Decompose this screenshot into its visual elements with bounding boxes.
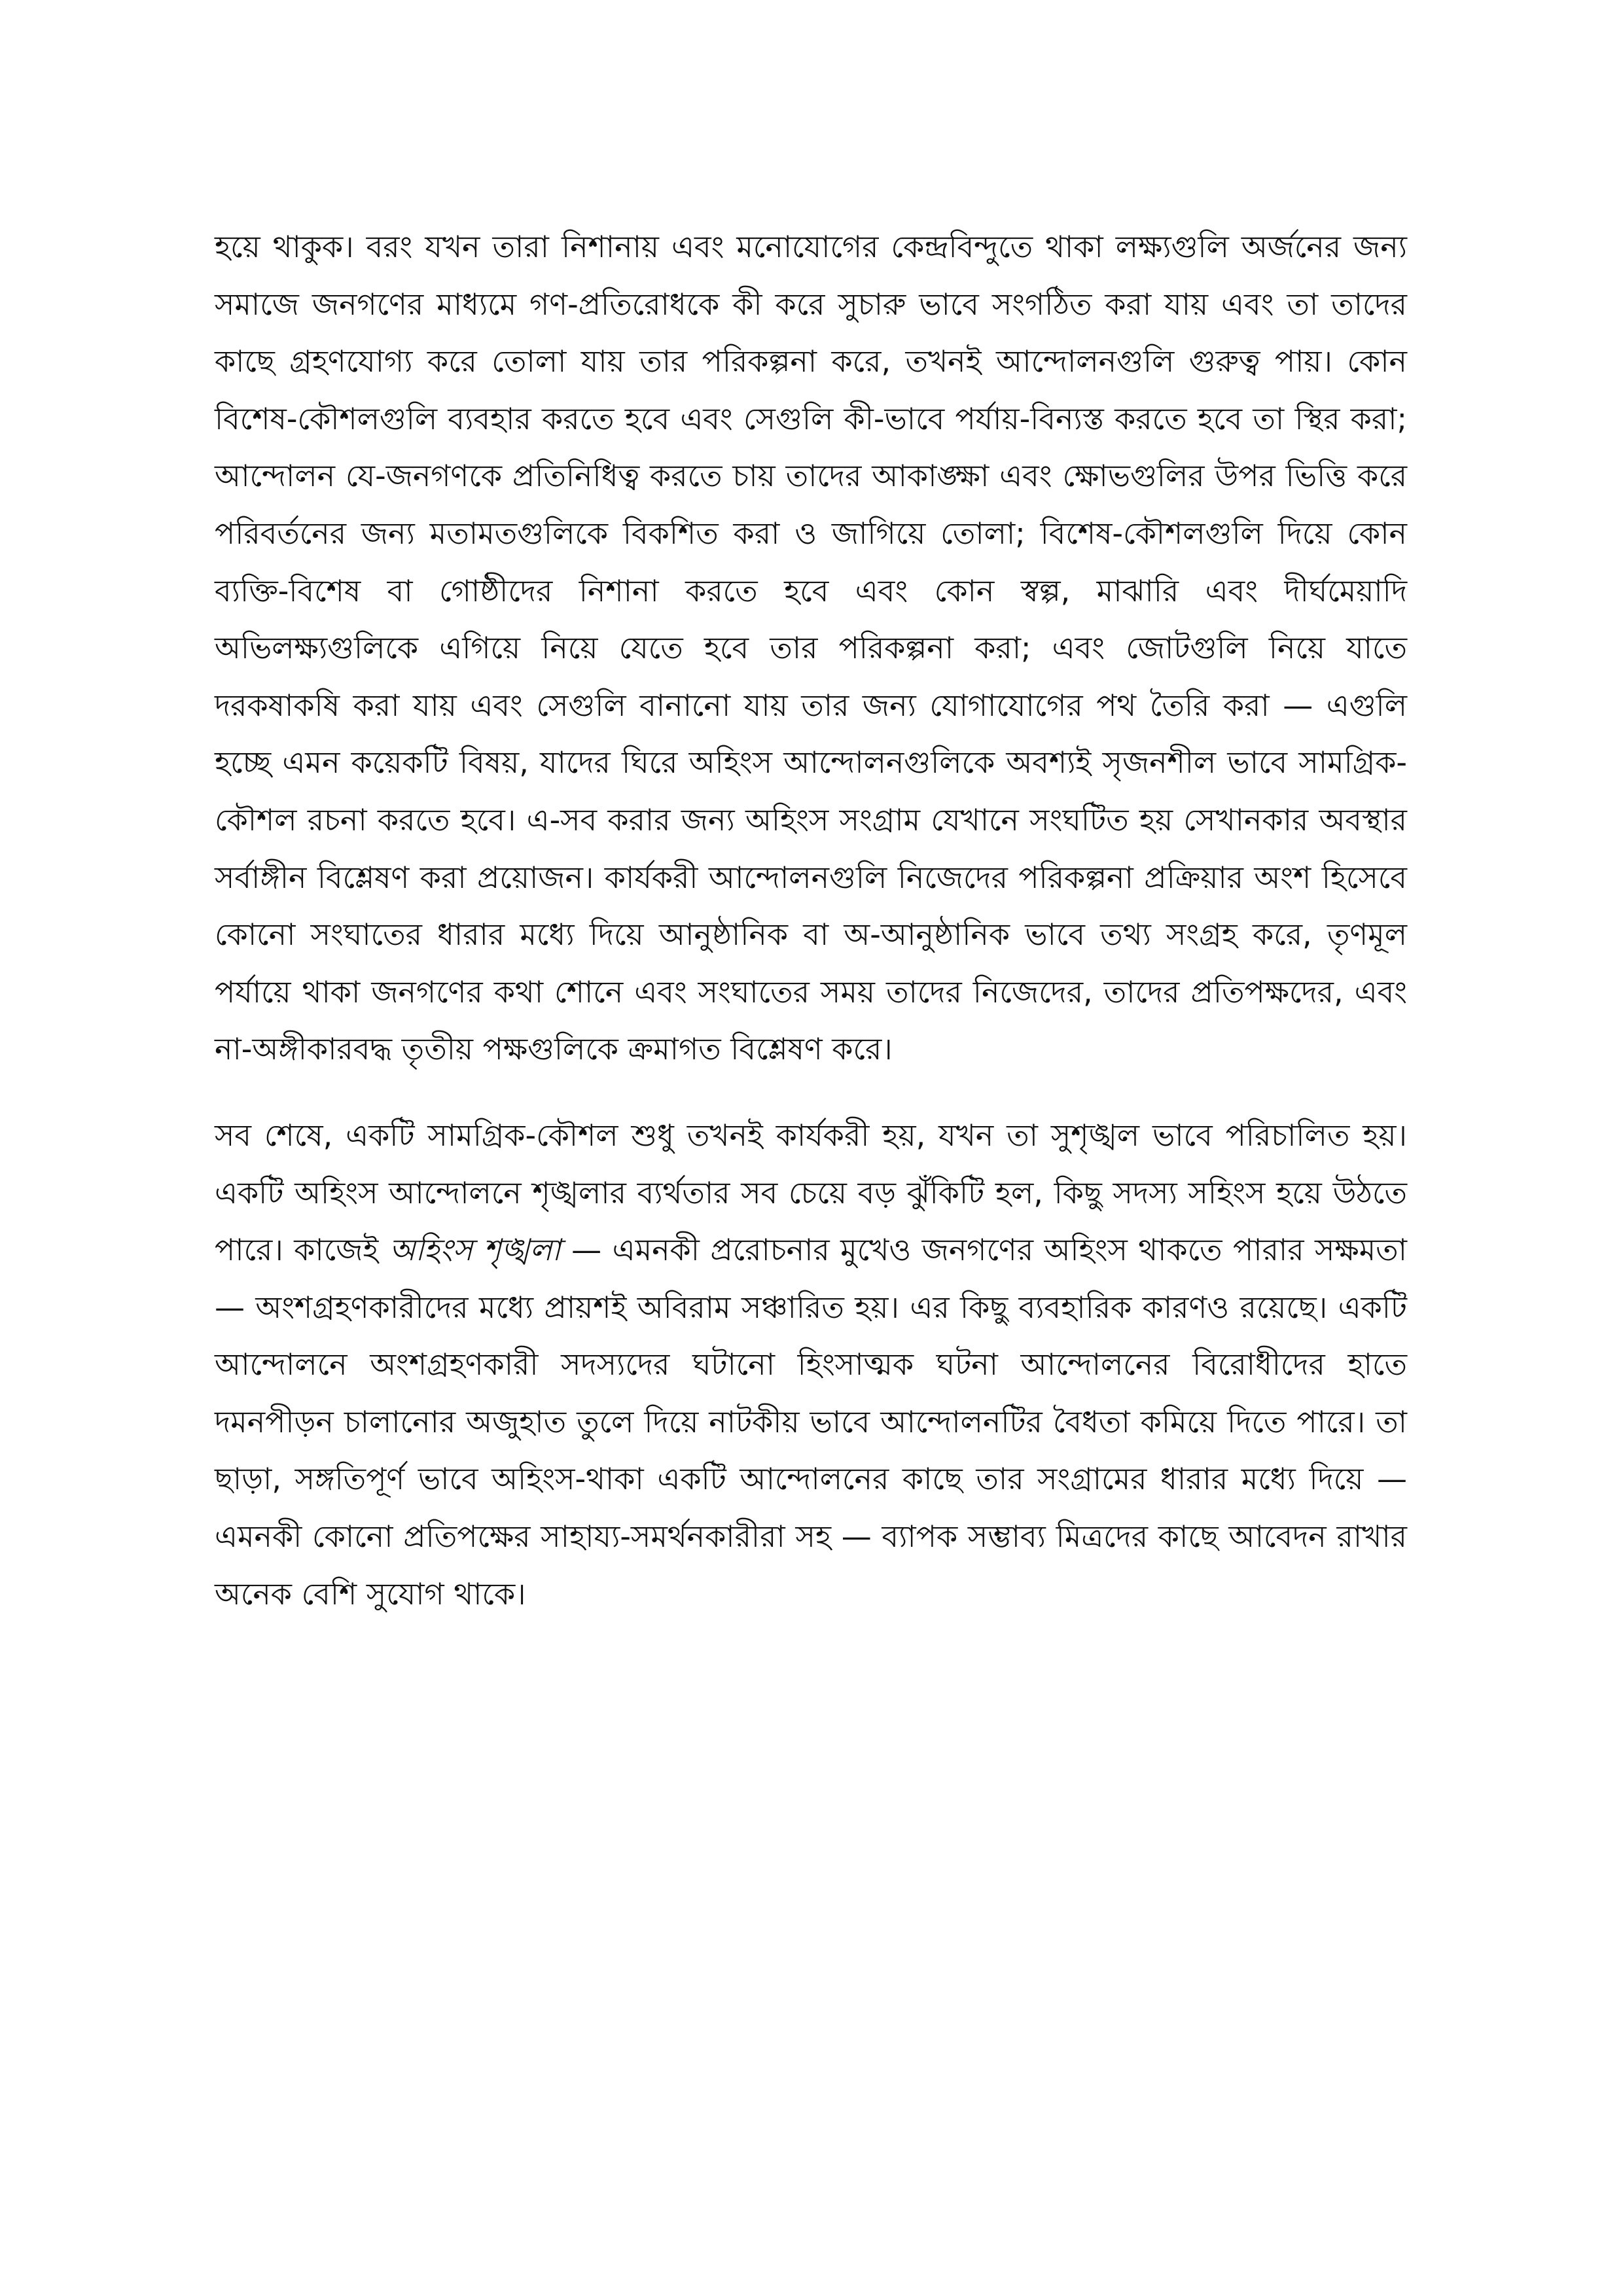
emphasized-term: অহিংস শৃঙ্খলা (389, 1232, 561, 1268)
paragraph-text: সব শেষে, একটি সামগ্রিক-কৌশল শুধু তখনই কার্যকরী হয়, যখন তা সুশৃঙ্খল ভাবে পরিচালিত হয়। একটি অহিংস আন্দোলনে শৃঙ্খলার ব্যর্থতার সব চেয়ে বড় ঝুঁকিটি হল, কিছু সদস্য সহিংস হয়ে উঠতে পারে। কাজেই (215, 1117, 1407, 1268)
body-paragraph (215, 1107, 1407, 1623)
paragraph-text: — এমনকী প্ররোচনার মুখেও জনগণের অহিংস থাকতে পারার সক্ষমতা — অংশগ্রহণকারীদের মধ্যে প্রায়শই অবিরাম সঞ্চারিত হয়। এর কিছু ব্যবহারিক কারণও রয়েছে। একটি আন্দোলনে অংশগ্রহণকারী সদস্যদের ঘটানো হিংসাত্মক ঘটনা আন্দোলনের বিরোধীদের হাতে দমনপীড়ন চালানোর অজুহাত তুলে দিয়ে নাটকীয় ভাবে আন্দোলনটির বৈধতা কমিয়ে দিতে পারে। তা ছাড়া, সঙ্গতিপূর্ণ ভাবে অহিংস-থাকা একটি আন্দোলনের কাছে তার সংগ্রামের ধারার মধ্যে দিয়ে — এমনকী কোনো প্রতিপক্ষের সাহায্য-সমর্থনকারীরা সহ — ব্যাপক সম্ভাব্য মিত্রদের কাছে আবেদন রাখার অনেক বেশি সুযোগ থাকে। (215, 1232, 1407, 1612)
paragraph-text: হয়ে থাকুক। বরং যখন তারা নিশানায় এবং মনোযোগের কেন্দ্রবিন্দুতে থাকা লক্ষ্যগুলি অর্জনের জন্য সমাজে জনগণের মাধ্যমে গণ-প্রতিরোধকে কী করে সুচারু ভাবে সংগঠিত করা যায় এবং তা তাদের কাছে গ্রহণযোগ্য করে তোলা যায় তার পরিকল্পনা করে, তখনই আন্দোলনগুলি গুরুত্ব পায়। কোন বিশেষ-কৌশলগুলি ব্যবহার করতে হবে এবং সেগুলি কী-ভাবে পর্যায়-বিন্যস্ত করতে হবে তা স্থির করা; আন্দোলন যে-জনগণকে প্রতিনিধিত্ব করতে চায় তাদের আকাঙ্ক্ষা এবং ক্ষোভগুলির উপর ভিত্তি করে পরিবর্তনের জন্য মতামতগুলিকে বিকশিত করা ও জাগিয়ে তোলা; বিশেষ-কৌশলগুলি দিয়ে কোন ব্যক্তি-বিশেষ বা গোষ্ঠীদের নিশানা করতে হবে এবং কোন স্বল্প, মাঝারি এবং দীর্ঘমেয়াদি অভিলক্ষ্যগুলিকে এগিয়ে নিয়ে যেতে হবে তার পরিকল্পনা করা; এবং জোটগুলি নিয়ে যাতে দরকষাকষি করা যায় এবং সেগুলি বানানো যায় তার জন্য যোগাযোগের পথ তৈরি করা — এগুলি হচ্ছে এমন কয়েকটি বিষয়, যাদের ঘিরে অহিংস আন্দোলনগুলিকে অবশ্যই সৃজনশীল ভাবে সামগ্রিক-কৌশল রচনা করতে হবে। এ-সব করার জন্য অহিংস সংগ্রাম যেখানে সংঘটিত হয় সেখানকার অবস্থার সর্বাঙ্গীন বিশ্লেষণ করা প্রয়োজন। কার্যকরী আন্দোলনগুলি নিজেদের পরিকল্পনা প্রক্রিয়ার অংশ হিসেবে কোনো সংঘাতের ধারার মধ্যে দিয়ে আনুষ্ঠানিক বা অ-আনুষ্ঠানিক ভাবে তথ্য সংগ্রহ করে, তৃণমূল পর্যায়ে থাকা জনগণের কথা শোনে এবং সংঘাতের সময় তাদের নিজেদের, তাদের প্রতিপক্ষদের, এবং না-অঙ্গীকারবদ্ধ তৃতীয় পক্ষগুলিকে ক্রমাগত বিশ্লেষণ করে। (215, 229, 1407, 1067)
document-page (215, 219, 1407, 1623)
body-paragraph (215, 219, 1407, 1078)
